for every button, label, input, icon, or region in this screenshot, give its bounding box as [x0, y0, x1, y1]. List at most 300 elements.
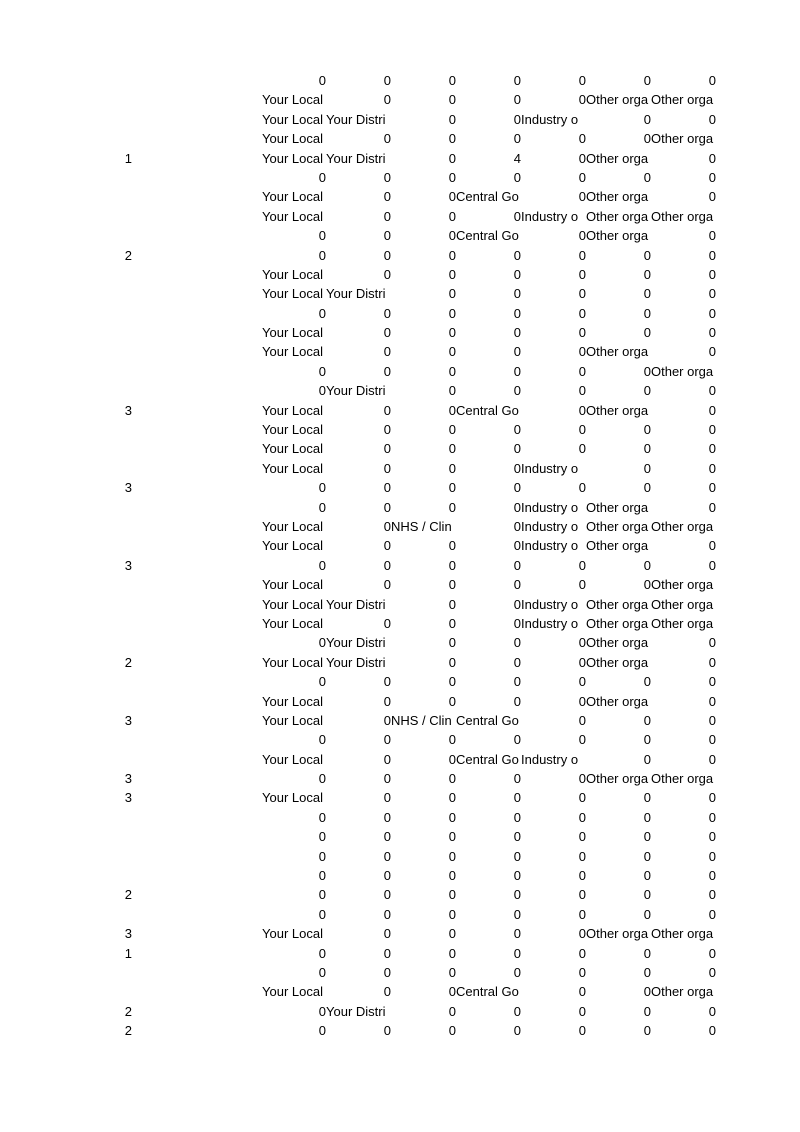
- table-cell: Industry o: [521, 751, 579, 767]
- table-cell: 0: [578, 73, 586, 88]
- table-cell: 0: [578, 441, 586, 457]
- table-cell: 0: [513, 809, 521, 825]
- table-cell: 0: [643, 557, 651, 573]
- table-cell: 3: [124, 557, 132, 573]
- table-cell: 0: [513, 868, 521, 884]
- table-row: [0, 1021, 800, 1040]
- table-cell: Industry o: [521, 460, 579, 476]
- table-cell: 0: [383, 926, 391, 942]
- table-cell: Your Distri: [326, 111, 386, 127]
- table-cell: 0: [578, 305, 586, 321]
- table-row: [0, 226, 800, 245]
- table-cell: Your Local: [262, 402, 323, 418]
- table-cell: 0: [513, 654, 521, 670]
- table-cell: 0: [513, 557, 521, 573]
- table-cell: Your Distri: [326, 383, 386, 399]
- table-cell: Your Local: [262, 615, 323, 631]
- table-row: [0, 420, 800, 439]
- table-cell: Other orga: [586, 189, 649, 205]
- table-row: [0, 595, 800, 614]
- table-cell: 0: [383, 189, 391, 205]
- table-cell: Other orga: [586, 596, 649, 612]
- table-cell: 0: [513, 518, 521, 534]
- table-cell: 0: [448, 150, 456, 166]
- table-cell: 0: [643, 422, 651, 438]
- table-cell: 0: [383, 964, 391, 980]
- table-cell: 0: [643, 266, 651, 282]
- table-cell: 0: [578, 1003, 586, 1019]
- table-row: [0, 730, 800, 749]
- table-row: [0, 149, 800, 168]
- table-cell: 0: [448, 829, 456, 845]
- table-cell: 0: [513, 460, 521, 476]
- table-cell: 0: [448, 635, 456, 651]
- table-cell: Your Local: [262, 693, 323, 709]
- table-cell: 0: [448, 422, 456, 438]
- table-cell: 0: [513, 693, 521, 709]
- table-cell: 0: [448, 1003, 456, 1019]
- table-cell: 0: [318, 228, 326, 244]
- table-cell: 0: [383, 92, 391, 108]
- table-cell: Other orga: [651, 92, 714, 108]
- table-cell: 0: [578, 674, 586, 690]
- table-cell: 0: [318, 732, 326, 748]
- table-cell: Your Local: [262, 577, 323, 593]
- table-cell: Industry o: [521, 596, 579, 612]
- table-row: [0, 1002, 800, 1021]
- table-cell: 0: [513, 247, 521, 263]
- table-cell: Other orga: [586, 771, 649, 787]
- table-cell: 0: [578, 809, 586, 825]
- table-cell: 0: [578, 577, 586, 593]
- table-row: [0, 808, 800, 827]
- table-row: [0, 866, 800, 885]
- table-cell: Other orga: [586, 538, 649, 554]
- table-cell: 0: [448, 538, 456, 554]
- table-cell: 0: [578, 131, 586, 147]
- table-cell: 0: [643, 441, 651, 457]
- table-cell: 0: [513, 73, 521, 88]
- table-cell: 0: [383, 809, 391, 825]
- table-cell: 0: [383, 480, 391, 496]
- table-cell: 0: [513, 887, 521, 903]
- table-cell: 2: [124, 1023, 132, 1039]
- table-cell: Your Local: [262, 325, 323, 341]
- table-cell: 0: [643, 732, 651, 748]
- table-cell: 0: [448, 247, 456, 263]
- table-row: [0, 187, 800, 206]
- table-cell: 0: [578, 926, 586, 942]
- table-cell: Your Local: [262, 538, 323, 554]
- table-cell: 0: [448, 926, 456, 942]
- table-cell: 0: [513, 926, 521, 942]
- table-cell: 0: [448, 693, 456, 709]
- table-row: [0, 439, 800, 458]
- table-row: [0, 71, 800, 90]
- table-cell: 0: [448, 1023, 456, 1039]
- table-cell: 0: [448, 480, 456, 496]
- table-cell: Other orga: [586, 926, 649, 942]
- table-cell: 0: [513, 1003, 521, 1019]
- table-cell: 0: [448, 169, 456, 185]
- table-cell: Other orga: [651, 615, 714, 631]
- table-cell: 0: [708, 266, 716, 282]
- table-cell: 0: [318, 964, 326, 980]
- table-cell: 0: [708, 751, 716, 767]
- table-cell: 0: [708, 557, 716, 573]
- table-cell: 0: [383, 305, 391, 321]
- table-cell: Your Local: [262, 751, 323, 767]
- table-cell: 0: [708, 422, 716, 438]
- table-cell: 0: [383, 518, 391, 534]
- table-cell: 3: [124, 790, 132, 806]
- table-cell: 0: [513, 441, 521, 457]
- table-cell: 0: [643, 790, 651, 806]
- table-cell: 0: [383, 344, 391, 360]
- table-cell: 0: [708, 480, 716, 496]
- table-row: [0, 517, 800, 536]
- table-cell: 0: [708, 169, 716, 185]
- table-row: [0, 362, 800, 381]
- table-cell: 0: [643, 829, 651, 845]
- table-cell: 0: [383, 73, 391, 88]
- table-cell: 0: [513, 344, 521, 360]
- table-cell: 0: [513, 1023, 521, 1039]
- table-cell: 0: [708, 674, 716, 690]
- table-cell: 0: [708, 848, 716, 864]
- table-cell: 0: [318, 363, 326, 379]
- table-cell: Other orga: [586, 499, 649, 515]
- table-cell: 0: [448, 73, 456, 88]
- table-cell: 0: [383, 577, 391, 593]
- table-cell: Your Local: [262, 422, 323, 438]
- table-cell: 0: [318, 945, 326, 961]
- table-cell: 0: [448, 208, 456, 224]
- table-cell: 0: [578, 189, 586, 205]
- table-cell: 0: [513, 829, 521, 845]
- table-cell: 0: [643, 305, 651, 321]
- table-row: [0, 982, 800, 1001]
- table-cell: 0: [643, 73, 651, 88]
- table-cell: Other orga: [651, 577, 714, 593]
- table-cell: 0: [318, 557, 326, 573]
- table-cell: 0: [513, 635, 521, 651]
- table-row: [0, 575, 800, 594]
- table-cell: 0: [448, 305, 456, 321]
- table-cell: 0: [513, 286, 521, 302]
- table-row: [0, 944, 800, 963]
- table-cell: 0: [383, 441, 391, 457]
- table-row: [0, 110, 800, 129]
- table-cell: 0: [578, 422, 586, 438]
- table-cell: Your Local: [262, 654, 323, 670]
- table-cell: 0: [643, 751, 651, 767]
- table-cell: 0: [708, 73, 716, 88]
- table-cell: 0: [383, 557, 391, 573]
- table-cell: Other orga: [586, 92, 649, 108]
- table-cell: Other orga: [586, 654, 649, 670]
- table-cell: 0: [448, 790, 456, 806]
- table-cell: 0: [708, 809, 716, 825]
- table-cell: 0: [448, 402, 456, 418]
- table-cell: 0: [643, 1003, 651, 1019]
- table-cell: 0: [643, 809, 651, 825]
- table-cell: 0: [383, 325, 391, 341]
- table-cell: 0: [383, 906, 391, 922]
- table-cell: 0: [643, 984, 651, 1000]
- table-cell: Industry o: [521, 518, 579, 534]
- table-cell: 0: [643, 383, 651, 399]
- table-cell: 0: [513, 169, 521, 185]
- table-cell: 0: [448, 111, 456, 127]
- table-cell: 0: [318, 1003, 326, 1019]
- table-row: [0, 265, 800, 284]
- table-cell: Other orga: [651, 131, 714, 147]
- table-cell: 0: [448, 441, 456, 457]
- table-cell: 0: [578, 829, 586, 845]
- table-cell: 0: [708, 887, 716, 903]
- table-cell: 0: [318, 771, 326, 787]
- table-cell: 3: [124, 712, 132, 728]
- table-row: [0, 246, 800, 265]
- table-row: [0, 129, 800, 148]
- table-cell: 0: [513, 964, 521, 980]
- table-cell: 2: [124, 654, 132, 670]
- table-cell: 0: [513, 615, 521, 631]
- table-cell: 0: [448, 577, 456, 593]
- table-cell: 0: [578, 92, 586, 108]
- table-row: [0, 536, 800, 555]
- table-cell: 0: [448, 945, 456, 961]
- table-cell: 0: [383, 790, 391, 806]
- table-cell: NHS / Clin: [391, 712, 452, 728]
- table-cell: Industry o: [521, 208, 579, 224]
- table-cell: 0: [578, 480, 586, 496]
- table-cell: Your Local: [262, 596, 323, 612]
- table-row: [0, 498, 800, 517]
- table-cell: 2: [124, 247, 132, 263]
- table-cell: 0: [513, 906, 521, 922]
- table-cell: 0: [708, 732, 716, 748]
- table-row: [0, 711, 800, 730]
- table-cell: 0: [513, 848, 521, 864]
- table-cell: 0: [513, 499, 521, 515]
- table-cell: 0: [578, 402, 586, 418]
- table-cell: 0: [448, 984, 456, 1000]
- table-cell: 0: [643, 868, 651, 884]
- table-cell: 0: [383, 266, 391, 282]
- table-row: [0, 323, 800, 342]
- table-cell: 0: [318, 305, 326, 321]
- table-cell: Your Local: [262, 984, 323, 1000]
- table-cell: Your Local: [262, 790, 323, 806]
- table-cell: 0: [708, 286, 716, 302]
- table-cell: 0: [448, 92, 456, 108]
- table-cell: Industry o: [521, 499, 579, 515]
- table-cell: Your Local: [262, 518, 323, 534]
- table-cell: 0: [513, 92, 521, 108]
- table-cell: Other orga: [651, 771, 714, 787]
- table-row: [0, 692, 800, 711]
- table-cell: 0: [383, 247, 391, 263]
- table-cell: 0: [513, 577, 521, 593]
- table-cell: 0: [513, 674, 521, 690]
- table-cell: 0: [578, 693, 586, 709]
- table-cell: 0: [383, 402, 391, 418]
- table-cell: 0: [318, 1023, 326, 1039]
- table-cell: 0: [513, 732, 521, 748]
- table-cell: 0: [643, 1023, 651, 1039]
- table-cell: 0: [708, 906, 716, 922]
- table-cell: 0: [383, 712, 391, 728]
- table-cell: 0: [448, 751, 456, 767]
- table-cell: 0: [708, 1003, 716, 1019]
- table-cell: 0: [383, 615, 391, 631]
- table-row: [0, 90, 800, 109]
- table-cell: 0: [513, 266, 521, 282]
- table-cell: 3: [124, 402, 132, 418]
- table-cell: 0: [708, 868, 716, 884]
- table-cell: 0: [448, 848, 456, 864]
- table-cell: 0: [383, 693, 391, 709]
- table-cell: Your Distri: [326, 150, 386, 166]
- table-cell: 0: [513, 363, 521, 379]
- table-cell: 0: [578, 557, 586, 573]
- table-cell: Other orga: [651, 208, 714, 224]
- table-cell: 0: [513, 422, 521, 438]
- table-cell: Your Distri: [326, 635, 386, 651]
- table-cell: 0: [383, 848, 391, 864]
- table-cell: 0: [643, 363, 651, 379]
- table-row: [0, 478, 800, 497]
- table-cell: 0: [383, 422, 391, 438]
- table-cell: Other orga: [651, 984, 714, 1000]
- table-cell: Industry o: [521, 538, 579, 554]
- table-cell: 0: [448, 460, 456, 476]
- table-row: [0, 905, 800, 924]
- table-row: [0, 304, 800, 323]
- table-row: [0, 827, 800, 846]
- table-cell: 0: [643, 247, 651, 263]
- table-cell: 0: [578, 964, 586, 980]
- table-cell: Other orga: [586, 228, 649, 244]
- table-cell: 2: [124, 887, 132, 903]
- table-cell: 0: [513, 790, 521, 806]
- table-cell: 0: [578, 228, 586, 244]
- table-cell: 0: [448, 228, 456, 244]
- table-cell: 0: [578, 868, 586, 884]
- table-cell: 0: [448, 557, 456, 573]
- table-cell: 0: [383, 829, 391, 845]
- table-cell: 0: [448, 596, 456, 612]
- table-cell: 0: [578, 654, 586, 670]
- table-cell: 0: [708, 402, 716, 418]
- table-cell: 0: [578, 887, 586, 903]
- table-cell: 0: [513, 771, 521, 787]
- table-cell: 3: [124, 926, 132, 942]
- table-cell: 0: [708, 790, 716, 806]
- table-cell: 0: [708, 829, 716, 845]
- table-cell: 0: [383, 945, 391, 961]
- table-cell: 0: [448, 266, 456, 282]
- table-cell: 0: [578, 790, 586, 806]
- table-cell: Other orga: [651, 363, 714, 379]
- table-cell: 0: [578, 984, 586, 1000]
- table-cell: Your Local: [262, 131, 323, 147]
- table-cell: 0: [708, 945, 716, 961]
- table-cell: 0: [448, 654, 456, 670]
- table-cell: 0: [383, 131, 391, 147]
- table-cell: 0: [318, 383, 326, 399]
- table-cell: 0: [643, 577, 651, 593]
- table-cell: 0: [578, 344, 586, 360]
- table-cell: 1: [124, 150, 132, 166]
- table-row: [0, 614, 800, 633]
- table-row: [0, 885, 800, 904]
- table-cell: 0: [578, 732, 586, 748]
- table-cell: Your Local: [262, 111, 323, 127]
- table-cell: 0: [448, 809, 456, 825]
- spreadsheet-page: [0, 71, 800, 1041]
- table-cell: 0: [578, 325, 586, 341]
- table-cell: 0: [448, 383, 456, 399]
- table-cell: 0: [708, 964, 716, 980]
- table-cell: 0: [643, 480, 651, 496]
- table-cell: NHS / Clin: [391, 518, 452, 534]
- table-cell: Other orga: [586, 693, 649, 709]
- table-cell: 0: [383, 228, 391, 244]
- table-cell: 0: [513, 945, 521, 961]
- table-cell: 0: [383, 732, 391, 748]
- table-cell: 0: [643, 325, 651, 341]
- table-cell: 0: [708, 460, 716, 476]
- table-cell: 0: [708, 228, 716, 244]
- table-cell: 0: [578, 169, 586, 185]
- table-cell: 0: [578, 383, 586, 399]
- table-cell: 0: [448, 189, 456, 205]
- table-cell: 4: [513, 150, 521, 166]
- table-cell: 0: [708, 247, 716, 263]
- table-cell: Other orga: [651, 518, 714, 534]
- table-cell: Other orga: [586, 615, 649, 631]
- table-cell: 0: [643, 674, 651, 690]
- table-cell: Your Local: [262, 189, 323, 205]
- table-cell: 0: [708, 305, 716, 321]
- table-cell: 0: [448, 906, 456, 922]
- table-cell: Your Local: [262, 92, 323, 108]
- table-cell: 0: [643, 460, 651, 476]
- table-cell: Other orga: [586, 208, 649, 224]
- table-cell: 0: [643, 131, 651, 147]
- table-cell: 0: [318, 887, 326, 903]
- table-cell: Central Go: [456, 751, 519, 767]
- table-cell: 0: [318, 829, 326, 845]
- table-cell: 0: [513, 208, 521, 224]
- table-cell: 0: [448, 286, 456, 302]
- table-cell: 0: [448, 732, 456, 748]
- table-cell: 0: [708, 189, 716, 205]
- table-cell: 0: [318, 674, 326, 690]
- table-cell: 2: [124, 1003, 132, 1019]
- table-cell: 0: [708, 1023, 716, 1039]
- table-cell: 0: [643, 887, 651, 903]
- table-cell: 0: [318, 809, 326, 825]
- table-cell: Your Distri: [326, 1003, 386, 1019]
- table-row: [0, 284, 800, 303]
- table-cell: 0: [708, 654, 716, 670]
- table-cell: Your Local: [262, 286, 323, 302]
- table-cell: 0: [448, 131, 456, 147]
